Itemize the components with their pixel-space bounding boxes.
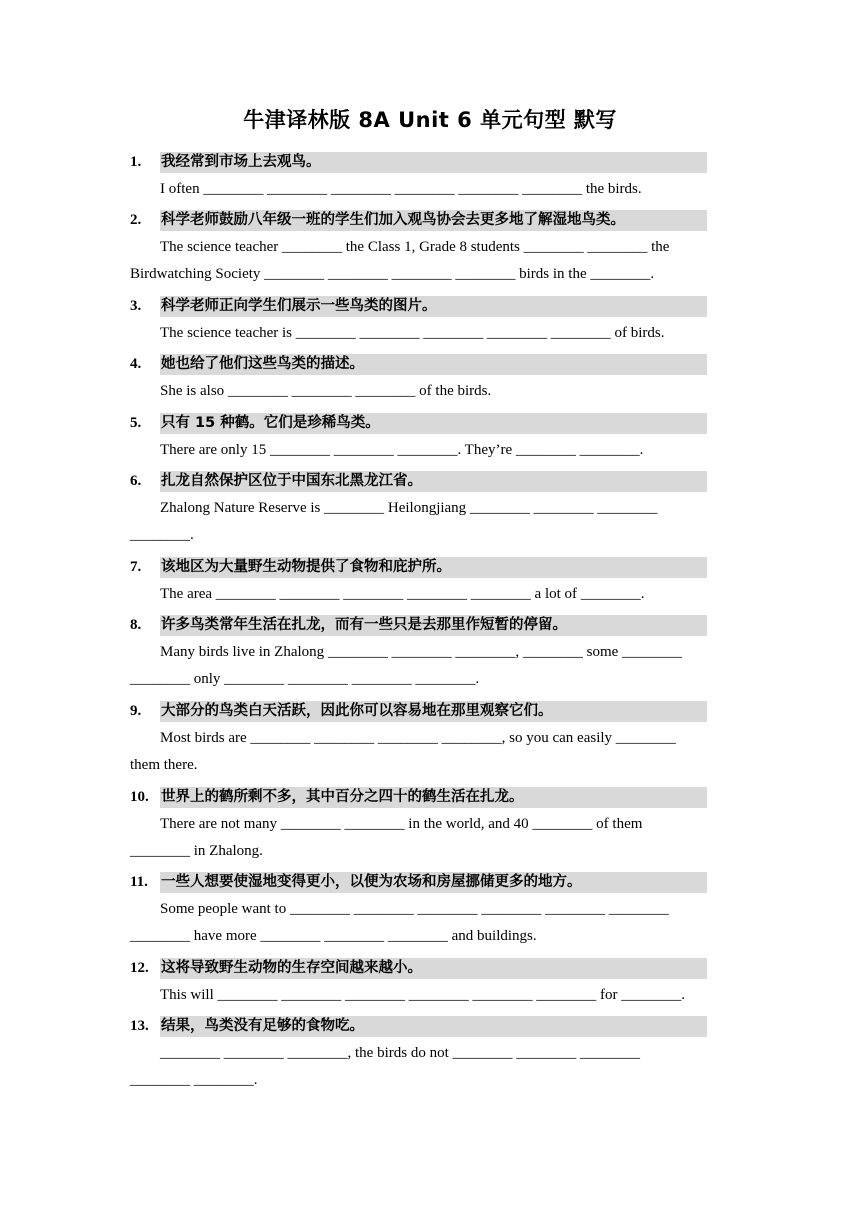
question-prompt: 大部分的鸟类白天活跃，因此你可以容易地在那里观察它们。 <box>160 701 707 722</box>
answer-line: The science teacher ________ the Class 1, Grade 8 students ________ ________ the <box>160 239 670 255</box>
question-number: 1. <box>130 154 142 170</box>
answer-line-continued: Birdwatching Society ________ ________ ________ ________ birds in the ________. <box>130 266 655 282</box>
answer-line: ________ ________ ________, the birds do not ________ ________ ________ <box>160 1045 640 1061</box>
question-number: 2. <box>130 212 142 228</box>
question-8 <box>130 615 730 693</box>
answer-line-continued: ________ in Zhalong. <box>130 843 263 859</box>
question-prompt: 科学老师正向学生们展示一些鸟类的图片。 <box>160 296 707 317</box>
answer-line-continued: ________ have more ________ ________ ________ and buildings. <box>130 928 537 944</box>
question-number: 4. <box>130 356 142 372</box>
question-2 <box>130 210 730 288</box>
question-prompt: 该地区为大量野生动物提供了食物和庇护所。 <box>160 557 707 578</box>
question-1 <box>130 152 730 203</box>
question-number: 11. <box>130 874 148 890</box>
answer-line: Zhalong Nature Reserve is ________ Heilongjiang ________ ________ ________ <box>160 500 658 516</box>
question-prompt: 她也给了他们这些鸟类的描述。 <box>160 354 707 375</box>
question-number: 13. <box>130 1018 149 1034</box>
answer-line: The area ________ ________ ________ ________ ________ a lot of ________. <box>160 586 645 602</box>
question-number: 8. <box>130 617 142 633</box>
question-prompt: 结果，鸟类没有足够的食物吃。 <box>160 1016 707 1037</box>
page-title: 牛津译林版 8A Unit 6 单元句型 默写 <box>243 108 617 132</box>
question-number: 10. <box>130 789 149 805</box>
answer-line: The science teacher is ________ ________ ________ ________ ________ of birds. <box>160 325 665 341</box>
question-4 <box>130 354 730 405</box>
question-prompt: 科学老师鼓励八年级一班的学生们加入观鸟协会去更多地了解湿地鸟类。 <box>160 210 707 231</box>
question-prompt: 一些人想要使湿地变得更小，以便为农场和房屋挪储更多的地方。 <box>160 872 707 893</box>
question-prompt: 只有 15 种鹤。它们是珍稀鸟类。 <box>160 413 707 434</box>
answer-line: I often ________ ________ ________ ________ ________ ________ the birds. <box>160 181 642 197</box>
question-9 <box>130 701 730 779</box>
question-prompt: 扎龙自然保护区位于中国东北黑龙江省。 <box>160 471 707 492</box>
question-number: 5. <box>130 415 142 431</box>
question-prompt: 我经常到市场上去观鸟。 <box>160 152 707 173</box>
question-number: 9. <box>130 703 142 719</box>
answer-line-continued: ________ ________. <box>130 1072 258 1088</box>
question-3 <box>130 296 730 347</box>
question-7 <box>130 557 730 608</box>
question-6 <box>130 471 730 549</box>
answer-line: Many birds live in Zhalong ________ ________ ________, ________ some ________ <box>160 644 683 660</box>
question-11 <box>130 872 730 950</box>
question-5 <box>130 413 730 464</box>
question-prompt: 许多鸟类常年生活在扎龙，而有一些只是去那里作短暂的停留。 <box>160 615 707 636</box>
question-number: 12. <box>130 960 149 976</box>
answer-line: Most birds are ________ ________ ________ ________, so you can easily ________ <box>160 730 676 746</box>
answer-line-continued: ________ only ________ ________ ________ ________. <box>130 671 480 687</box>
answer-line: There are not many ________ ________ in the world, and 40 ________ of them <box>160 816 643 832</box>
question-number: 3. <box>130 298 142 314</box>
answer-line: Some people want to ________ ________ ________ ________ ________ ________ <box>160 901 669 917</box>
question-13 <box>130 1016 730 1094</box>
answer-line: She is also ________ ________ ________ of the birds. <box>160 383 492 399</box>
answer-line: This will ________ ________ ________ ________ ________ ________ for ________. <box>160 987 685 1003</box>
answer-line-continued: ________. <box>130 527 194 543</box>
answer-line: There are only 15 ________ ________ ________. They’re ________ ________. <box>160 442 644 458</box>
question-12 <box>130 958 730 1009</box>
question-10 <box>130 787 730 865</box>
question-prompt: 这将导致野生动物的生存空间越来越小。 <box>160 958 707 979</box>
answer-line-continued: them there. <box>130 757 198 773</box>
question-number: 7. <box>130 559 142 575</box>
question-number: 6. <box>130 473 142 489</box>
question-prompt: 世界上的鹤所剩不多，其中百分之四十的鹤生活在扎龙。 <box>160 787 707 808</box>
